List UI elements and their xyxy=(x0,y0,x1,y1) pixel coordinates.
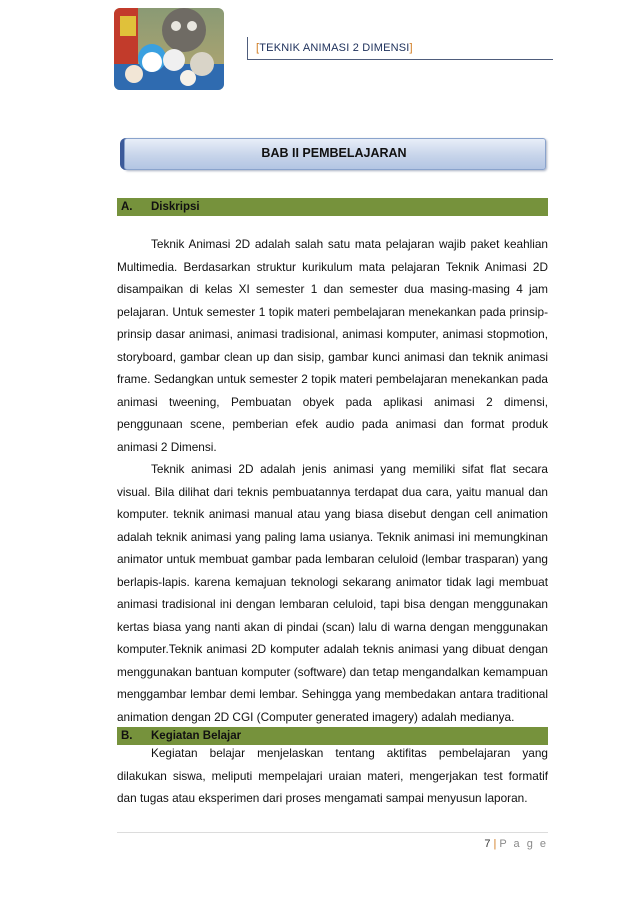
section-a-paragraph-2: Teknik animasi 2D adalah jenis animasi yang memiliki sifat flat secara visual. Bila dilihat dari teknis pembuatannya terdapat dua cara, yaitu manual dan komputer. teknik animasi manual atau yang biasa disebut dengan cell animation adalah teknik animasi yang paling lama usianya. Teknik animasi ini memungkinan animator untuk membuat gambar pada lembaran celuloid (lembar trasparan) yang berlapis-lapis. karena kemajuan teknologi sekarang animator tidak lagi membuat animasi tradisional ini dengan lembaran celuloid, tapi bisa dengan menggunakan kertas biasa yang nanti akan di pindai (scan) lalu di warna dengan menggunakan komputer.Teknik animasi 2D komputer adalah teknis animasi yang dibuat dengan menggunakan bantuan komputer (software) dan tetap mengandalkan kemampuan menggambar lembar demi lembar. Sehingga yang membedakan antara traditional animation dengan 2D CGI (Computer generated imagery) adalah medianya. xyxy=(117,462,548,724)
header-rule xyxy=(247,59,553,60)
page-footer xyxy=(462,838,548,850)
footer-rule xyxy=(117,832,548,833)
section-a-body xyxy=(117,233,548,728)
header-bracket-close: ] xyxy=(409,42,413,54)
header-bracket-open: [ xyxy=(256,42,260,54)
section-b-letter: B. xyxy=(121,730,133,742)
cartoon-header-image xyxy=(114,8,224,90)
section-b-body xyxy=(117,742,548,810)
chapter-title: BAB II PEMBELAJARAN xyxy=(261,146,407,160)
header-title-text: TEKNIK ANIMASI 2 DIMENSI xyxy=(259,42,410,54)
footer-separator: | xyxy=(493,838,497,850)
page-number: 7 xyxy=(484,838,491,850)
header-title xyxy=(256,42,413,54)
section-a-title: Diskripsi xyxy=(151,201,200,213)
section-a-header xyxy=(117,198,548,216)
page-label: P a g e xyxy=(499,838,548,850)
section-a-letter: A. xyxy=(121,201,133,213)
header-divider-vertical xyxy=(247,37,248,59)
section-b-paragraph-1: Kegiatan belajar menjelaskan tentang aktifitas pembelajaran yang dilakukan siswa, meliputi mempelajari uraian materi, mengerjakan test formatif dan tugas atau eksperimen dari proses mengamati sampai menyusun laporan. xyxy=(117,746,548,805)
section-b-title: Kegiatan Belajar xyxy=(151,730,242,742)
section-a-paragraph-1: Teknik Animasi 2D adalah salah satu mata pelajaran wajib paket keahlian Multimedia. Berdasarkan struktur kurikulum mata pelajaran Teknik Animasi 2D disampaikan di kelas XI semester 1 dan semester dua masing-masing 4 jam pelajaran. Untuk semester 1 topik materi pembelajaran menekankan pada prinsip-prinsip dasar animasi, animasi tradisional, animasi komputer, animasi stopmotion, storyboard, gambar clean up dan sisip, gambar kunci animasi dan teknik animasi frame. Sedangkan untuk semester 2 topik materi pembelajaran menekankan pada animasi tweening, Pembuatan obyek pada aplikasi animasi 2 dimensi, penggunaan scene, pemberian efek audio pada animasi dan format produk animasi 2 Dimensi. xyxy=(117,237,548,454)
